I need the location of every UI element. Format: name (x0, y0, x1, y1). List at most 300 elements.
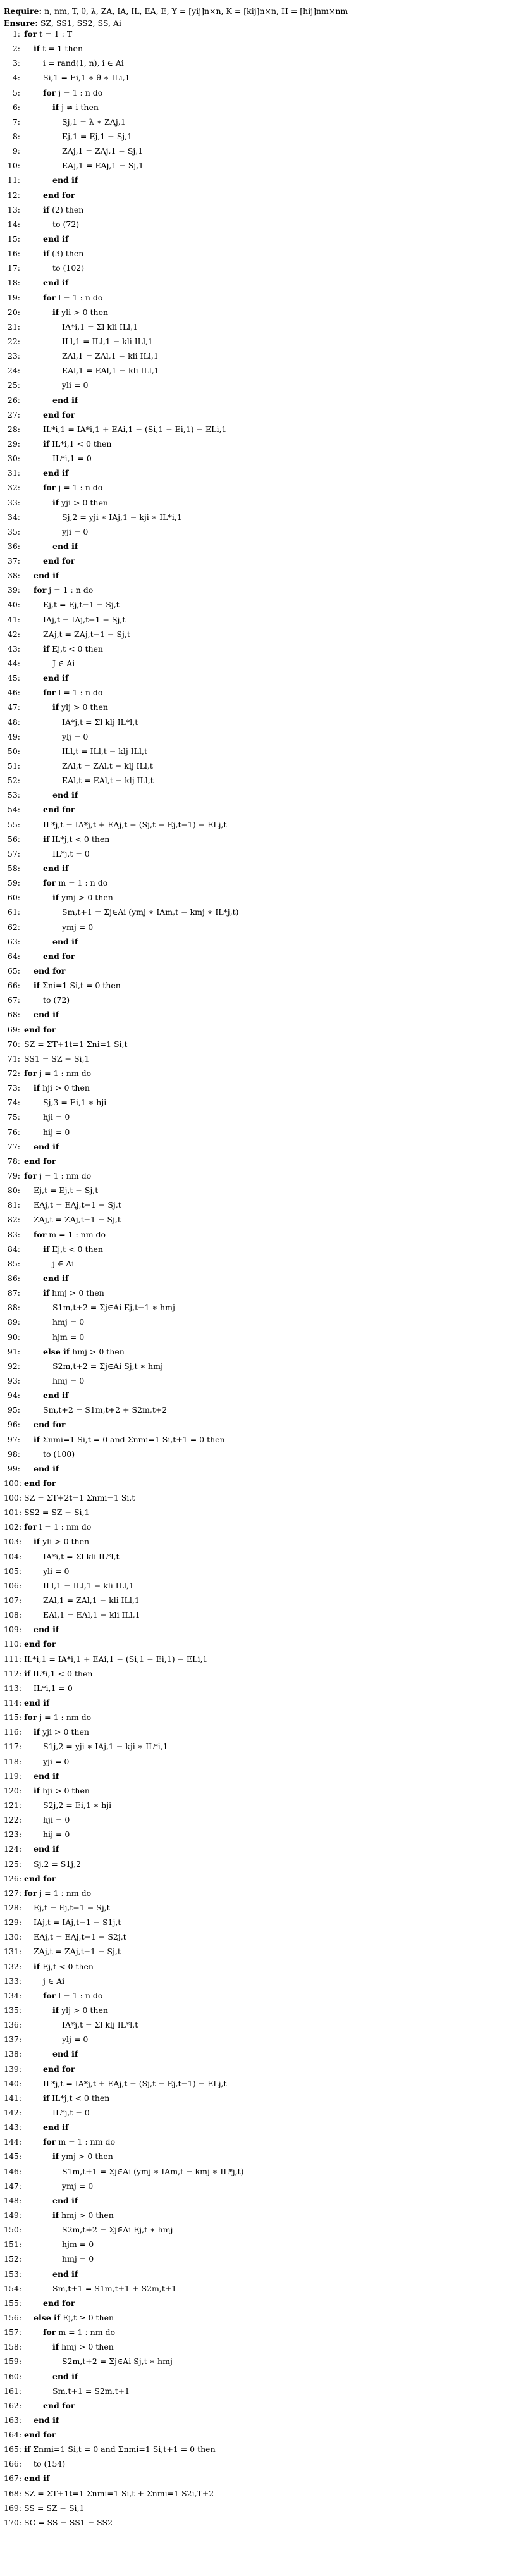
algorithm-line (4, 981, 517, 995)
line-code (30, 1727, 89, 1737)
line-code (58, 2239, 94, 2249)
line-number: 152: (4, 2254, 22, 2264)
line-number: 17: (7, 263, 20, 273)
line-text: SC = SS − SS1 − SS2 (24, 2517, 113, 2527)
line-text: ZAj,1 = ZAj,1 − Sj,1 (62, 146, 144, 156)
line-text: IA*i,1 = Σl kli ILl,1 (62, 321, 138, 331)
line-keyword: if (52, 893, 59, 903)
algorithm-line (4, 1156, 517, 1171)
line-text: hji = 0 (43, 1815, 70, 1825)
line-code (39, 2093, 109, 2103)
line-code (39, 1800, 111, 1810)
line-text: hmj > 0 then (49, 1288, 104, 1298)
line-number: 170: (4, 2517, 22, 2527)
algorithm-line (4, 1625, 517, 1639)
line-number: 60: (7, 893, 20, 903)
algorithm-line (4, 1537, 517, 1551)
line-keyword: if (34, 981, 40, 991)
line-number: 109: (4, 1625, 22, 1635)
require-text: n, nm, T, θ, λ, ZA, IA, IL, EA, E, Y = [yij]n×n, K = [kij]n×n, H = [hij]nm×nm (44, 6, 348, 16)
line-text: ymj > 0 then (59, 893, 113, 903)
line-text: Sj,1 = λ ∗ ZAj,1 (62, 116, 126, 127)
line-keyword: end if (52, 395, 78, 405)
line-text: j = 1 : nm do (37, 1712, 92, 1723)
algorithm-line (4, 439, 517, 454)
algorithm-line (4, 132, 517, 146)
line-keyword: for (43, 483, 56, 493)
algorithm-line (4, 424, 517, 439)
algorithm-line (4, 1903, 517, 1917)
algorithm-line (4, 995, 517, 1010)
algorithm-line (4, 878, 517, 893)
line-keyword: end for (24, 1156, 56, 1166)
line-number: 119: (4, 1771, 22, 1781)
line-number: 24: (7, 366, 20, 376)
algorithm-line (4, 820, 517, 834)
line-number: 21: (7, 321, 20, 331)
algorithm-line (4, 44, 517, 58)
line-text: S1m,t+1 = Σj∈Ai (ymj ∗ IAm,t − kmj ∗ IL*j,t) (62, 2166, 244, 2176)
algorithm-line (4, 2049, 517, 2064)
line-text: Sm,t+1 = S2m,t+1 (52, 2386, 130, 2396)
line-code (30, 1903, 110, 1912)
line-text: IL*j,t = 0 (52, 848, 90, 858)
algorithm-line (4, 2372, 517, 2386)
line-number: 164: (4, 2430, 22, 2440)
line-text: yli = 0 (62, 380, 89, 390)
algorithm-line (4, 1025, 517, 1039)
line-code (39, 73, 130, 82)
line-number: 56: (7, 834, 20, 844)
line-number: 100: (4, 1493, 22, 1503)
line-text: ZAj,t = ZAj,t−1 − Sj,t (34, 1947, 121, 1957)
line-number: 123: (4, 1830, 22, 1840)
line-number: 100: (4, 1478, 22, 1488)
line-text: Ej,t < 0 then (49, 643, 103, 653)
line-number: 2: (12, 44, 20, 54)
line-number: 12: (7, 190, 20, 200)
line-text: ILl,t = ILl,t − klj ILl,t (62, 746, 147, 756)
line-number: 104: (4, 1551, 22, 1561)
line-keyword: for (43, 2327, 56, 2338)
line-keyword: end for (34, 966, 66, 975)
line-code (58, 761, 153, 771)
algorithm-line (4, 1010, 517, 1024)
line-code (39, 1610, 140, 1619)
line-code (49, 1259, 74, 1268)
line-number: 74: (7, 1098, 20, 1108)
line-number: 84: (7, 1244, 20, 1254)
line-keyword: end for (24, 1478, 56, 1488)
algorithm-line (4, 1376, 517, 1390)
line-keyword: end if (34, 1844, 59, 1854)
line-number: 146: (4, 2166, 22, 2176)
line-number: 15: (7, 233, 20, 244)
algorithm-line (4, 2239, 517, 2254)
line-number: 98: (7, 1449, 20, 1459)
line-text: ZAl,1 = ZAl,1 − kli ILl,1 (62, 351, 159, 361)
line-text: hji > 0 then (40, 1083, 90, 1093)
line-number: 151: (4, 2239, 22, 2250)
line-text: (2) then (49, 204, 84, 214)
line-number: 103: (4, 1537, 22, 1547)
line-code (39, 2327, 115, 2337)
line-keyword: if (34, 1434, 40, 1444)
line-code (30, 2459, 65, 2468)
line-text: hmj > 0 then (59, 2210, 114, 2220)
algorithm-line (4, 1610, 517, 1625)
line-code (39, 629, 130, 639)
line-code (20, 1888, 91, 1898)
line-number: 55: (7, 819, 20, 829)
algorithm-line (4, 1522, 517, 1537)
line-number: 138: (4, 2049, 22, 2059)
algorithm-line (4, 278, 517, 292)
line-number: 85: (7, 1258, 20, 1268)
algorithm-line (4, 2064, 517, 2079)
line-number: 65: (7, 966, 20, 975)
line-code (39, 1595, 140, 1605)
algorithm-line (4, 2284, 517, 2298)
line-number: 51: (7, 761, 20, 771)
line-code (49, 2196, 78, 2205)
line-code (30, 1200, 121, 1210)
line-code (30, 1420, 65, 1429)
line-code (39, 878, 107, 888)
line-number: 11: (7, 175, 20, 185)
ensure-line (4, 17, 517, 29)
line-text: EAl,1 = EAl,1 − kli ILl,1 (62, 366, 159, 376)
line-text: Sj,2 = yji ∗ IAj,1 − kji ∗ IL*i,1 (62, 512, 182, 522)
line-keyword: if (52, 2342, 59, 2352)
line-keyword: if (43, 1288, 50, 1298)
line-code (58, 2356, 173, 2366)
line-number: 94: (7, 1390, 20, 1401)
line-code (58, 2181, 93, 2191)
line-keyword: for (34, 1229, 47, 1239)
line-number: 129: (4, 1917, 22, 1928)
line-code (49, 542, 78, 551)
line-number: 26: (7, 395, 20, 405)
line-text: ZAj,t = ZAj,t−1 − Sj,t (43, 629, 130, 639)
line-code (39, 1449, 75, 1459)
line-text: to (102) (52, 263, 85, 273)
line-text: yli = 0 (43, 1566, 70, 1576)
line-keyword: for (24, 1170, 37, 1180)
line-keyword: if (52, 2210, 59, 2220)
line-code (39, 439, 111, 449)
line-code (39, 2122, 68, 2132)
algorithm-line (4, 293, 517, 307)
line-number: 6: (12, 102, 20, 112)
line-keyword: end if (34, 2415, 59, 2425)
algorithm-line (4, 2386, 517, 2401)
algorithm-line (4, 161, 517, 175)
algorithm-line (4, 1230, 517, 1244)
line-text: i = rand(1, n), i ∈ Ai (43, 58, 124, 68)
line-text: S2m,t+2 = Σj∈Ai Ej,t ∗ hmj (62, 2225, 173, 2235)
line-keyword: if (34, 44, 40, 54)
line-number: 131: (4, 1947, 22, 1957)
line-code (58, 2167, 244, 2176)
line-number: 107: (4, 1595, 22, 1606)
line-text: to (72) (43, 995, 70, 1005)
algorithm-line (4, 1259, 517, 1273)
line-number: 154: (4, 2283, 22, 2293)
line-keyword: end if (52, 2371, 78, 2381)
line-keyword: end if (43, 673, 69, 683)
line-keyword: for (24, 29, 37, 39)
algorithm-line (4, 512, 517, 527)
line-text: t = 1 : T (37, 29, 73, 39)
line-code (30, 1962, 94, 1971)
line-code (30, 44, 83, 53)
line-number: 23: (7, 351, 20, 361)
line-code (58, 380, 88, 390)
line-code (30, 2313, 114, 2322)
algorithm-line (4, 2313, 517, 2327)
algorithm-line (4, 629, 517, 644)
line-text: j = 1 : nm do (37, 1068, 92, 1078)
line-number: 14: (7, 219, 20, 229)
line-text: yji > 0 then (40, 1727, 89, 1737)
line-code (49, 790, 78, 800)
line-code (30, 966, 65, 975)
algorithm-line (4, 1288, 517, 1303)
line-code (49, 1303, 175, 1312)
algorithm-line (4, 322, 517, 337)
algorithm-line (4, 1361, 517, 1376)
line-number: 168: (4, 2488, 22, 2498)
line-text: hmj > 0 then (70, 1346, 125, 1356)
algorithm-line (4, 1844, 517, 1859)
line-number: 96: (7, 1420, 20, 1430)
algorithm-line (4, 29, 517, 44)
line-code (58, 512, 182, 522)
line-keyword: end for (43, 805, 75, 815)
line-text: hmj = 0 (52, 1375, 85, 1385)
line-keyword: end for (43, 951, 75, 961)
line-text: IL*j,t < 0 then (49, 834, 110, 844)
line-code (39, 190, 75, 200)
algorithm-line (4, 2034, 517, 2049)
line-code (49, 395, 78, 405)
line-text: m = 1 : nm do (56, 2137, 116, 2147)
line-code (39, 2079, 227, 2088)
line-text: Σnmi=1 Si,t = 0 and Σnmi=1 Si,t+1 = 0 then (30, 2444, 216, 2455)
line-text: SZ = ΣT+1t=1 Σnmi=1 Si,t + Σnmi=1 S2i,T+2 (24, 2488, 214, 2498)
algorithm-line (4, 1830, 517, 1844)
line-number: 10: (7, 161, 20, 171)
line-text: IL*j,t = IA*j,t + EAj,t − (Sj,t − Ej,t−1) − ELj,t (43, 819, 227, 829)
algorithm-line (4, 2137, 517, 2152)
algorithm-line (4, 2181, 517, 2196)
algorithm-line (4, 1595, 517, 1610)
line-text: IL*j,t = IA*j,t + EAj,t − (Sj,t − Ej,t−1) − ELj,t (43, 2078, 227, 2088)
line-code (39, 820, 227, 829)
line-number: 150: (4, 2225, 22, 2235)
line-code (49, 659, 75, 668)
line-number: 75: (7, 1112, 20, 1122)
algorithm-line (4, 2444, 517, 2459)
algorithm-line (4, 1273, 517, 1288)
line-code (39, 1566, 69, 1576)
algorithm-line (4, 615, 517, 629)
line-number: 52: (7, 776, 20, 786)
line-text: IL*i,1 = IA*i,1 + EAi,1 − (Si,1 − Ei,1) − ELi,1 (43, 424, 227, 434)
require-keyword: Require: (4, 6, 42, 16)
line-code (30, 1786, 90, 1795)
line-code (39, 600, 120, 609)
line-text: m = 1 : nm do (46, 1229, 106, 1239)
line-text: ymj = 0 (62, 922, 94, 932)
algorithm-line (4, 1888, 517, 1903)
line-code (30, 1186, 98, 1195)
algorithm-line (4, 2152, 517, 2166)
line-code (39, 58, 124, 68)
algorithm-line (4, 1800, 517, 1815)
line-code (39, 483, 102, 492)
line-number: 83: (7, 1229, 20, 1239)
algorithm-line (4, 542, 517, 556)
line-keyword: end if (34, 1463, 59, 1473)
algorithm-line (4, 2401, 517, 2415)
line-code (39, 1830, 70, 1839)
line-number: 49: (7, 731, 20, 741)
algorithm-line (4, 263, 517, 278)
line-code (49, 1332, 84, 1342)
line-code (20, 1025, 56, 1034)
line-text: ZAj,t = ZAj,t−1 − Sj,t (34, 1215, 121, 1225)
line-code (39, 1288, 104, 1297)
line-code (30, 1932, 126, 1941)
line-text: Σnmi=1 Si,t = 0 and Σnmi=1 Si,t+1 = 0 then (40, 1434, 225, 1444)
line-keyword: else if (34, 2312, 61, 2322)
algorithm-line (4, 468, 517, 483)
algorithm-line (4, 937, 517, 951)
line-code (49, 2049, 78, 2059)
algorithm-line (4, 1757, 517, 1771)
line-number: 141: (4, 2093, 22, 2103)
ensure-text: SZ, SS1, SS2, SS, Ai (40, 18, 121, 28)
line-text: l = 1 : nm do (37, 1522, 92, 1532)
line-text: Ej,1 = Ej,1 − Sj,1 (62, 131, 133, 141)
line-text: IL*i,1 = 0 (52, 454, 92, 464)
line-code (49, 2152, 113, 2161)
algorithm-line (4, 1303, 517, 1317)
line-number: 130: (4, 1932, 22, 1942)
line-code (49, 702, 108, 712)
line-keyword: if (52, 307, 59, 317)
line-keyword: end for (43, 556, 75, 566)
line-keyword: if (43, 834, 50, 844)
line-keyword: if (52, 2152, 59, 2162)
line-number: 69: (7, 1024, 20, 1034)
algorithm-line (4, 73, 517, 87)
algorithm-line (4, 2327, 517, 2342)
algorithm-line (4, 2254, 517, 2269)
algorithm-line (4, 1112, 517, 1127)
line-text: EAj,t = EAj,t−1 − S2j,t (34, 1932, 126, 1942)
line-keyword: end for (34, 1420, 66, 1430)
algorithm-line (4, 146, 517, 161)
line-code (30, 1947, 121, 1956)
line-code (58, 322, 138, 331)
line-number: 118: (4, 1756, 22, 1766)
algorithm-line (4, 1098, 517, 1112)
line-keyword: for (24, 1522, 37, 1532)
line-code (58, 2254, 94, 2263)
line-text: hji > 0 then (40, 1785, 90, 1795)
line-number: 1: (12, 29, 20, 39)
line-code (39, 1991, 102, 2000)
algorithm-line (4, 1976, 517, 1991)
line-code (30, 1142, 59, 1151)
line-number: 110: (4, 1639, 22, 1649)
line-number: 167: (4, 2474, 22, 2484)
line-number: 125: (4, 1859, 22, 1869)
algorithm-line (4, 2489, 517, 2503)
line-number: 86: (7, 1273, 20, 1283)
line-text: SS = SZ − Si,1 (24, 2503, 85, 2513)
line-keyword: end if (43, 278, 69, 288)
algorithm-line (4, 1244, 517, 1259)
line-code (39, 2064, 75, 2074)
algorithm-line (4, 1200, 517, 1215)
line-text: hjm = 0 (62, 2239, 94, 2250)
line-code (30, 1625, 59, 1634)
algorithm-line (4, 1962, 517, 1976)
line-number: 7: (12, 116, 20, 127)
line-code (49, 1361, 163, 1371)
line-keyword: end if (24, 1698, 50, 1708)
line-number: 64: (7, 951, 20, 961)
line-code (20, 1478, 56, 1488)
line-code (49, 2269, 78, 2279)
line-number: 135: (4, 2005, 22, 2015)
line-code (30, 1859, 81, 1869)
line-code (39, 834, 109, 844)
line-code (49, 937, 78, 946)
line-code (39, 1112, 70, 1122)
algorithm-line (4, 907, 517, 922)
line-code (39, 1757, 69, 1766)
line-number: 33: (7, 497, 20, 507)
algorithm-line (4, 644, 517, 659)
line-code (39, 410, 75, 419)
line-number: 92: (7, 1361, 20, 1371)
line-code (30, 585, 93, 595)
algorithm-line (4, 380, 517, 395)
algorithm-line (4, 1552, 517, 1566)
line-number: 122: (4, 1815, 22, 1825)
algorithm-line (4, 88, 517, 102)
algorithm-line (4, 1742, 517, 1756)
line-keyword: end if (52, 2195, 78, 2205)
algorithm-block (4, 5, 517, 2532)
line-code (39, 951, 75, 961)
line-keyword: end if (24, 2474, 50, 2484)
line-code (30, 1435, 225, 1444)
line-code (58, 2225, 173, 2234)
line-code (49, 263, 84, 273)
line-code (20, 1171, 91, 1180)
line-keyword: if (52, 2005, 59, 2015)
line-code (58, 776, 154, 785)
line-number: 70: (7, 1039, 20, 1049)
line-code (39, 1976, 64, 1986)
line-number: 5: (12, 87, 20, 97)
